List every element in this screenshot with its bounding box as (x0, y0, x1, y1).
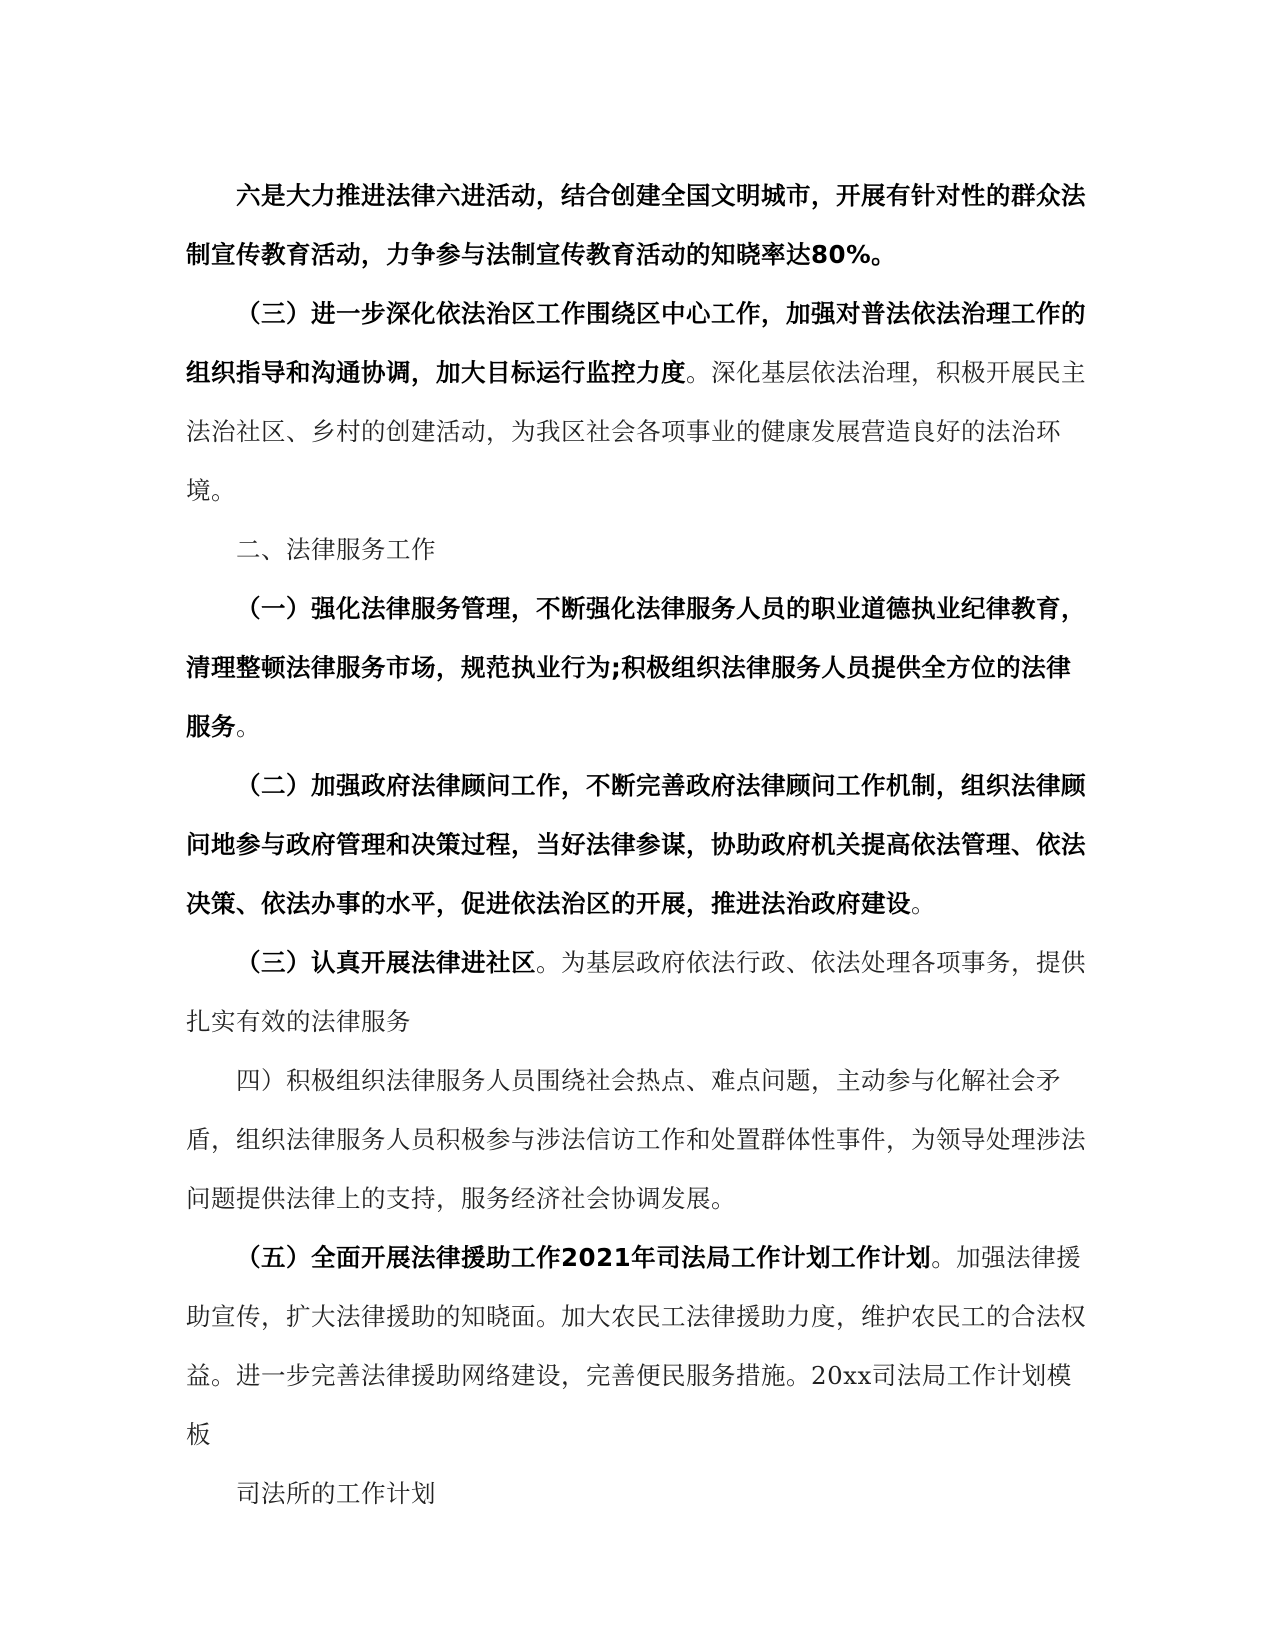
paragraph-bold-text: （一）强化法律服务管理，不断强化法律服务人员的职业道德执业纪律教育，清理整顿法律服务市场，规范执业行为;积极组织法律服务人员提供全方位的法律服务 (186, 594, 1086, 741)
paragraph-bold-text: （二）加强政府法律顾问工作，不断完善政府法律顾问工作机制，组织法律顾问地参与政府管理和决策过程，当好法律参谋，协助政府机关提高依法管理、依法决策、依法办事的水平，促进依法治区的开展，推进法治政府建设 (186, 771, 1086, 918)
paragraph-bold-text: （三）进一步深化依法治区工作围绕区中心工作，加强对普法依法治理工作的组织指导和沟通协调，加大目标运行监控力度 (186, 299, 1086, 387)
paragraph-bold-text: （五）全面开展法律援助工作2021年司法局工作计划工作计划 (236, 1243, 932, 1272)
paragraph-normal-text: 。为基层政府依法行政、依法处理各项事务，提供扎实有效的法律服务 (186, 948, 1086, 1036)
section-heading-legal-services (186, 520, 1090, 579)
paragraph-normal-text: 。 (911, 889, 936, 918)
section-heading-text: 二、法律服务工作 (236, 535, 436, 564)
paragraph-law-six-entries (186, 166, 1090, 284)
paragraph-government-legal-advisor (186, 756, 1090, 933)
paragraph-service-management (186, 579, 1090, 756)
paragraph-normal-text: 。加强法律援助宣传，扩大法律援助的知晓面。加大农民工法律援助力度，维护农民工的合法权益。进一步完善法律援助网络建设，完善便民服务措施。20xx司法局工作计划模板 (186, 1243, 1086, 1449)
paragraph-social-hotspots (186, 1051, 1090, 1228)
paragraph-law-into-community (186, 933, 1090, 1051)
document-body (186, 166, 1090, 1523)
paragraph-normal-text: 四）积极组织法律服务人员围绕社会热点、难点问题，主动参与化解社会矛盾，组织法律服务人员积极参与涉法信访工作和处置群体性事件，为领导处理涉法问题提供法律上的支持，服务经济社会协调发展。 (186, 1066, 1086, 1213)
paragraph-normal-text: 。深化基层依法治理，积极开展民主法治社区、乡村的创建活动，为我区社会各项事业的健康发展营造良好的法治环境。 (186, 358, 1086, 505)
paragraph-bold-text: 六是大力推进法律六进活动，结合创建全国文明城市，开展有针对性的群众法制宣传教育活动，力争参与法制宣传教育活动的知晓率达80%。 (186, 181, 1086, 269)
paragraph-judicial-office-plan (186, 1464, 1090, 1523)
paragraph-normal-text: 司法所的工作计划 (236, 1479, 436, 1508)
paragraph-normal-text: 。 (236, 712, 261, 741)
paragraph-bold-text: （三）认真开展法律进社区 (236, 948, 536, 977)
paragraph-rule-of-law-district (186, 284, 1090, 520)
paragraph-legal-aid (186, 1228, 1090, 1464)
